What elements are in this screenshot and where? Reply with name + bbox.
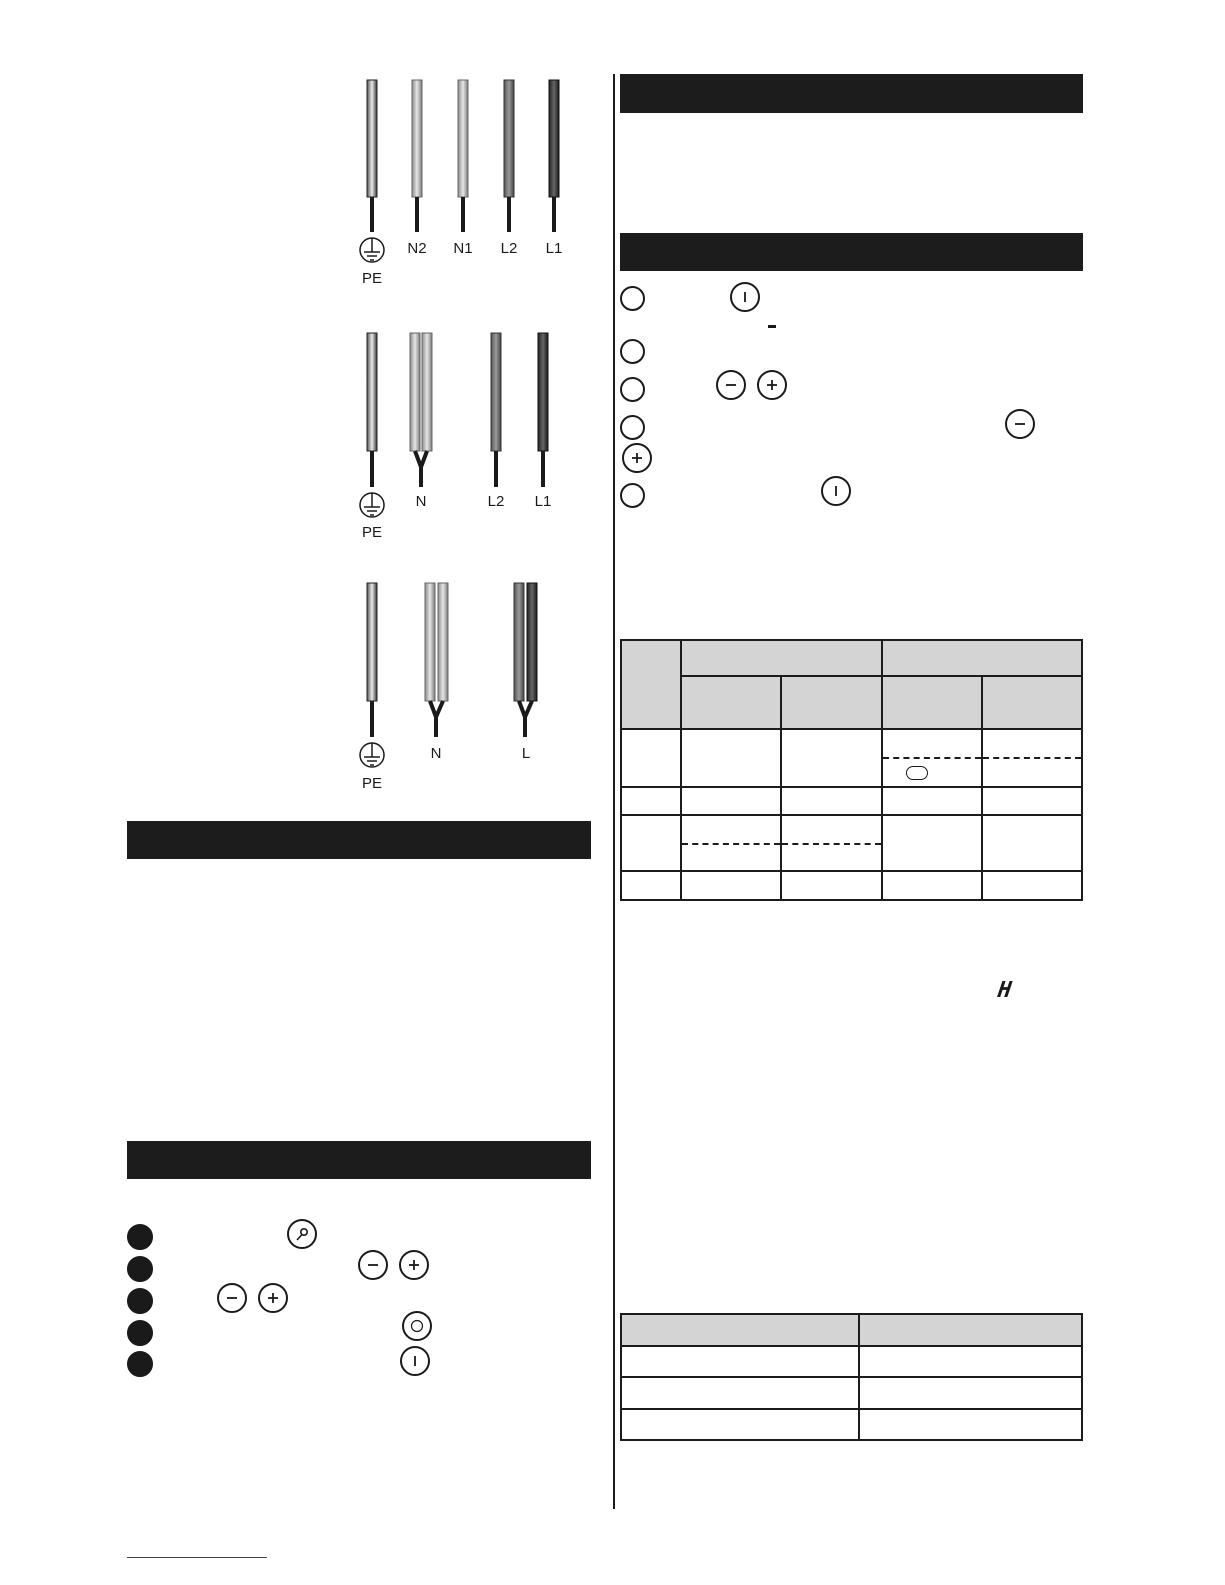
table-header-cell	[882, 640, 1082, 676]
wire-n-a	[410, 333, 420, 451]
table-header-cell	[621, 640, 681, 729]
dash-segment-icon	[768, 325, 776, 328]
wire-l1	[538, 333, 548, 451]
table-row	[621, 871, 1082, 900]
wire-pe	[367, 583, 377, 701]
table-row	[621, 1346, 1082, 1377]
plus-icon	[399, 1250, 429, 1280]
wire-label-n: N	[415, 493, 427, 510]
ground-icon	[360, 238, 384, 262]
wire-n-b	[438, 583, 448, 701]
table-row	[621, 1409, 1082, 1440]
section-header-bar	[127, 821, 591, 859]
minus-icon	[358, 1250, 388, 1280]
wiring-diagram-5-wire	[340, 70, 600, 300]
settings-table	[620, 639, 1083, 901]
wire-label-l1: L1	[545, 240, 563, 257]
step-bullet-4	[127, 1320, 153, 1346]
step-bullet-5	[620, 483, 645, 508]
step-bullet-2	[127, 1256, 153, 1282]
plus-icon	[622, 443, 652, 473]
wire-label-l2: L2	[487, 493, 505, 510]
table-header-cell	[882, 676, 983, 729]
wiring-diagram-4-wire	[340, 325, 600, 555]
info-table	[620, 1313, 1083, 1441]
table-header-cell	[681, 640, 882, 676]
table-header-cell	[681, 676, 782, 729]
wire-l-a	[514, 583, 524, 701]
wire-l2	[504, 80, 514, 197]
key-icon	[287, 1219, 317, 1249]
table-header-cell	[621, 1314, 859, 1346]
wire-label-pe: PE	[361, 775, 382, 792]
wire-pe	[367, 333, 377, 451]
wire-n-a	[425, 583, 435, 701]
table-row	[621, 815, 1082, 871]
column-divider	[613, 74, 615, 1509]
wiring-diagram-3-wire	[340, 575, 600, 805]
wire-l2	[491, 333, 501, 451]
wire-pe	[367, 80, 377, 197]
wire-label-n1: N1	[453, 240, 473, 257]
wire-label-n2: N2	[407, 240, 427, 257]
section-header-bar	[620, 233, 1083, 271]
wire-label-n: N	[430, 745, 442, 762]
wire-label-l2: L2	[500, 240, 518, 257]
wire-label-pe: PE	[361, 270, 382, 287]
section-header-bar	[620, 74, 1083, 113]
power-icon	[400, 1346, 430, 1376]
ground-icon	[360, 743, 384, 767]
wire-n-b	[422, 333, 432, 451]
power-icon	[730, 282, 760, 312]
table-header-cell	[982, 676, 1082, 729]
table-row	[621, 1377, 1082, 1409]
step-bullet-2	[620, 339, 645, 364]
step-bullet-5	[127, 1351, 153, 1377]
pan-icon	[402, 1311, 432, 1341]
table-row	[621, 729, 1082, 787]
wire-label-l1: L1	[534, 493, 552, 510]
table-header-cell	[781, 676, 882, 729]
minus-icon	[217, 1283, 247, 1313]
step-bullet-3	[127, 1288, 153, 1314]
footer-link-underline	[127, 1557, 267, 1558]
step-bullet-1	[127, 1224, 153, 1250]
step-bullet-3	[620, 377, 645, 402]
minus-icon	[716, 370, 746, 400]
step-bullet-1	[620, 286, 645, 311]
wire-l-b	[527, 583, 537, 701]
table-header-cell	[859, 1314, 1082, 1346]
step-bullet-4	[620, 415, 645, 440]
pan-icon	[906, 766, 928, 780]
display-glyph-h: H	[996, 978, 1014, 1003]
wire-label-l: L	[521, 745, 531, 762]
ground-icon	[360, 493, 384, 517]
plus-icon	[258, 1283, 288, 1313]
minus-icon	[1005, 409, 1035, 439]
plus-icon	[757, 370, 787, 400]
power-icon	[821, 476, 851, 506]
table-row	[621, 787, 1082, 815]
wire-l1	[549, 80, 559, 197]
wire-label-pe: PE	[361, 524, 382, 541]
wire-n1	[458, 80, 468, 197]
wire-n2	[412, 80, 422, 197]
section-header-bar	[127, 1141, 591, 1179]
